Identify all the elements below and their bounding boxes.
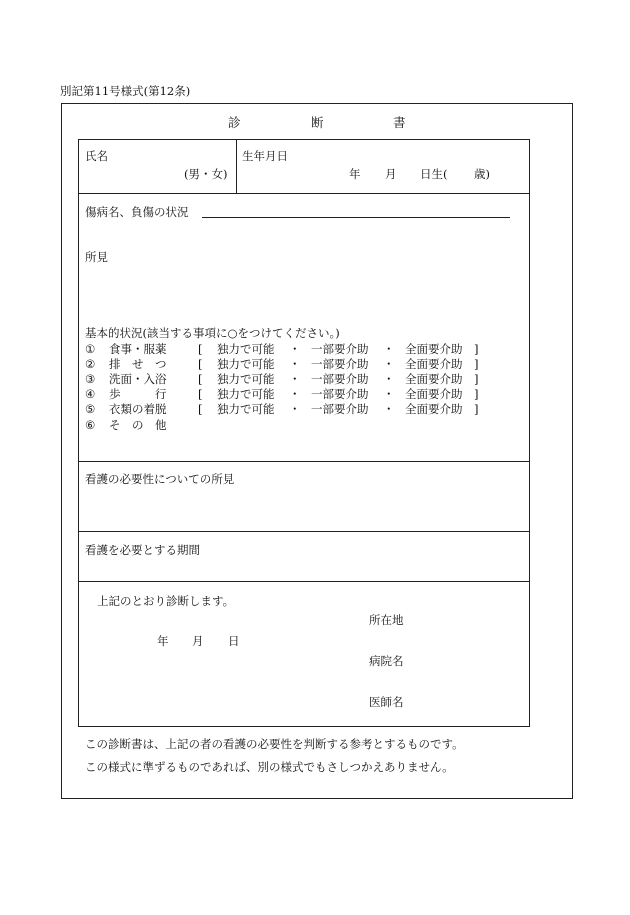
- item-number: ②: [85, 357, 96, 371]
- option-full-assist[interactable]: 全面要介助: [405, 357, 463, 371]
- bracket-open: [: [198, 387, 203, 401]
- option-independent[interactable]: 独力で可能: [217, 402, 275, 416]
- separator-patient: [78, 193, 530, 194]
- separator-nursing-need: [78, 531, 530, 532]
- nursing-need-label: 看護の必要性についての所見: [85, 472, 235, 486]
- bracket-close: ]: [474, 357, 479, 371]
- option-partial-assist[interactable]: 一部要介助: [311, 357, 369, 371]
- nursing-period-label: 看護を必要とする期間: [85, 543, 200, 557]
- item-name: 歩 行: [109, 387, 167, 401]
- option-full-assist[interactable]: 全面要介助: [405, 387, 463, 401]
- form-number: 別記第11号様式(第12条): [60, 84, 191, 98]
- option-independent[interactable]: 独力で可能: [217, 342, 275, 356]
- location-label: 所在地: [369, 613, 404, 627]
- inner-table: [78, 139, 530, 727]
- findings-label: 所見: [85, 250, 108, 264]
- option-independent[interactable]: 独力で可能: [217, 387, 275, 401]
- certification-statement: 上記のとおり診断します。: [97, 594, 235, 608]
- dob-day-birth: 日生(: [420, 167, 448, 181]
- option-dot: ・: [289, 387, 301, 401]
- bracket-close: ]: [474, 402, 479, 416]
- patient-row-divider: [236, 139, 237, 193]
- cert-date-month: 月: [192, 634, 204, 648]
- item-name: 衣類の着脱: [109, 402, 167, 416]
- cert-date-year: 年: [157, 634, 169, 648]
- option-dot: ・: [383, 387, 395, 401]
- basic-heading: 基本的状況(該当する事項に○をつけてください。): [85, 326, 340, 340]
- option-partial-assist[interactable]: 一部要介助: [311, 372, 369, 386]
- name-label: 氏名: [85, 149, 108, 163]
- option-dot: ・: [383, 357, 395, 371]
- note-2: この様式に準ずるものであれば、別の様式でもさしつかえありません。: [85, 760, 454, 774]
- title-char-2: 断: [311, 115, 324, 130]
- bracket-open: [: [198, 342, 203, 356]
- separator-nursing-period: [78, 581, 530, 582]
- item-name: そ の 他: [109, 418, 167, 432]
- item-number: ⑥: [85, 418, 96, 432]
- option-full-assist[interactable]: 全面要介助: [405, 402, 463, 416]
- bracket-close: ]: [474, 387, 479, 401]
- title-char-1: 診: [228, 115, 241, 130]
- option-dot: ・: [289, 372, 301, 386]
- item-number: ①: [85, 342, 96, 356]
- item-name: 食事・服薬: [109, 342, 167, 356]
- dob-month: 月: [385, 167, 397, 181]
- option-partial-assist[interactable]: 一部要介助: [311, 342, 369, 356]
- item-name: 洗面・入浴: [109, 372, 167, 386]
- dob-label: 生年月日: [242, 149, 288, 163]
- option-independent[interactable]: 独力で可能: [217, 357, 275, 371]
- bracket-open: [: [198, 357, 203, 371]
- option-partial-assist[interactable]: 一部要介助: [311, 387, 369, 401]
- injury-label: 傷病名、負傷の状況: [85, 205, 189, 219]
- dob-age: 歳): [474, 167, 490, 181]
- option-dot: ・: [289, 402, 301, 416]
- item-number: ⑤: [85, 402, 96, 416]
- option-dot: ・: [383, 402, 395, 416]
- bracket-close: ]: [474, 372, 479, 386]
- hospital-label: 病院名: [369, 654, 404, 668]
- option-full-assist[interactable]: 全面要介助: [405, 342, 463, 356]
- option-full-assist[interactable]: 全面要介助: [405, 372, 463, 386]
- item-number: ④: [85, 387, 96, 401]
- bracket-open: [: [198, 402, 203, 416]
- separator-basic: [78, 461, 530, 462]
- item-name: 排 せ つ: [109, 357, 167, 371]
- option-dot: ・: [289, 342, 301, 356]
- sex-label[interactable]: (男・女): [184, 167, 228, 181]
- doctor-label: 医師名: [369, 695, 404, 709]
- item-number: ③: [85, 372, 96, 386]
- dob-year: 年: [349, 167, 361, 181]
- cert-date-day: 日: [228, 634, 240, 648]
- bracket-open: [: [198, 372, 203, 386]
- option-dot: ・: [289, 357, 301, 371]
- option-dot: ・: [383, 372, 395, 386]
- injury-underline[interactable]: [202, 217, 510, 218]
- title-char-3: 書: [393, 115, 406, 130]
- bracket-close: ]: [474, 342, 479, 356]
- note-1: この診断書は、上記の者の看護の必要性を判断する参考とするものです。: [85, 737, 464, 751]
- option-partial-assist[interactable]: 一部要介助: [311, 402, 369, 416]
- option-dot: ・: [383, 342, 395, 356]
- option-independent[interactable]: 独力で可能: [217, 372, 275, 386]
